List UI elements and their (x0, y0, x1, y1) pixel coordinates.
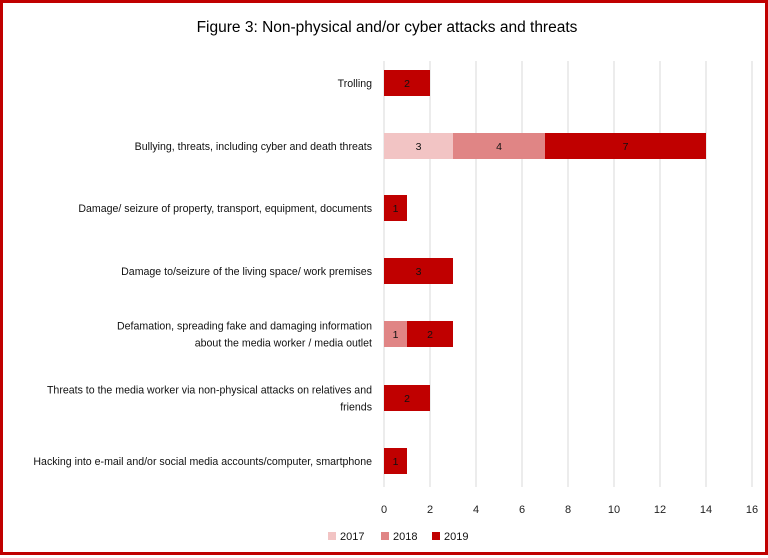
category-labels (33, 78, 372, 468)
x-tick-label: 4 (472, 504, 480, 516)
category-label: Damage/ seizure of property, transport, equipment, documents (78, 203, 372, 215)
category-label: Threats to the media worker via non-physical attacks on relatives and (46, 384, 372, 397)
x-tick-label: 2 (426, 504, 434, 516)
x-tick-label: 0 (380, 504, 388, 516)
legend (328, 531, 468, 543)
x-tick-label: 6 (518, 504, 526, 516)
data-label: 1 (392, 203, 399, 215)
data-label: 4 (496, 141, 502, 153)
data-label: 2 (427, 329, 433, 341)
data-label: 3 (415, 141, 422, 153)
category-label: Trolling (337, 78, 372, 90)
legend-label: 2018 (393, 531, 418, 543)
x-tick-label: 16 (745, 504, 759, 516)
x-tick-label: 14 (699, 504, 713, 516)
legend-label: 2019 (444, 531, 469, 543)
chart-title: Figure 3: Non-physical and/or cyber attacks and threats (196, 19, 578, 36)
category-label: Damage to/seizure of the living space/ work premises (121, 266, 372, 278)
category-label: about the media worker / media outlet (194, 337, 372, 350)
x-tick-label: 8 (564, 504, 572, 516)
data-label: 1 (392, 329, 399, 341)
bars (384, 70, 706, 474)
data-label: 7 (622, 141, 629, 153)
legend-label: 2017 (340, 531, 365, 543)
bar-chart (3, 3, 768, 558)
data-label: 3 (415, 266, 422, 278)
legend-swatch-2018 (381, 532, 389, 540)
legend-swatch-2019 (432, 532, 440, 540)
data-label: 2 (404, 78, 410, 90)
category-label: Hacking into e-mail and/or social media accounts/computer, smartphone (33, 456, 372, 468)
data-label: 2 (404, 393, 410, 405)
x-tick-label: 12 (653, 504, 667, 516)
x-tick-label: 10 (607, 504, 621, 516)
category-label: Defamation, spreading fake and damaging information (117, 320, 372, 333)
x-axis-ticks (381, 504, 758, 516)
category-label: friends (340, 401, 372, 414)
legend-swatch-2017 (328, 532, 336, 540)
category-label: Bullying, threats, including cyber and death threats (134, 141, 372, 153)
data-label: 1 (392, 456, 399, 468)
